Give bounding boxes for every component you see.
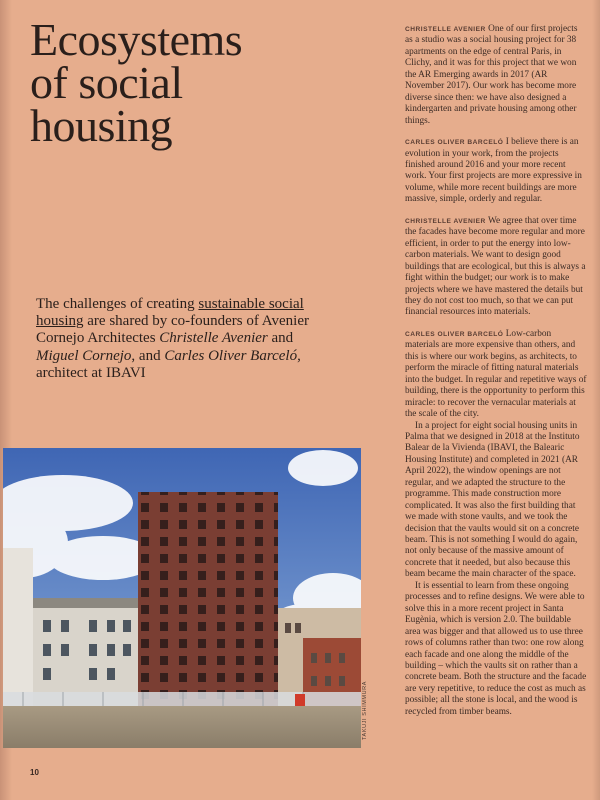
interview-paragraph bbox=[405, 216, 587, 319]
building-photo bbox=[3, 448, 361, 748]
author-name: Christelle Avenier bbox=[159, 330, 268, 347]
speaker-name: CARLES OLIVER BARCELÓ bbox=[405, 139, 504, 147]
continuation-paragraph: It is essential to learn from these ongoing processes and to refine designs. We were able to solve this in a more recent project in Santa Eugènia, which is version 2.0. The buildable area was bigger and that allowed us to use three rows of columns rather than two: one row along each facade and one along the middle of the building – which the vaults sit on rather than a concrete beam. Both the structure and the facade are very repetitive, to reduce the cost as much as possible; all the stone is local, and the wood is recycled from timber beams. bbox=[405, 580, 587, 717]
article-body-column bbox=[405, 24, 587, 718]
article-title bbox=[30, 14, 360, 151]
page-number: 10 bbox=[30, 768, 39, 777]
speaker-name: CHRISTELLE AVENIER bbox=[405, 26, 486, 33]
author-name: Miguel Cornejo bbox=[36, 347, 132, 364]
title-line: of social bbox=[30, 57, 183, 108]
continuation-paragraph: In a project for eight social housing units in Palma that we designed in 2018 at the Instituto Balear de la Vivienda (IBAVI, the Balearic Housing Institute) and completed in 2021 (AR April 2022), the window openings are not regular, and we adapted the structure to the programme. This made construction more complicated. It was also the first building that we made with stone vaults, and we took the decision that the vaults would sit on a concrete beam. This is not something I would do again, not only because of the massive amount of concrete that it needed, but also because this beam became the main character of the space. bbox=[405, 420, 580, 580]
construction-fence bbox=[3, 692, 361, 706]
interview-paragraph bbox=[405, 137, 587, 206]
speaker-name: CARLES OLIVER BARCELÓ bbox=[405, 330, 504, 338]
paragraph-text: I believe there is an evolution in your work, from the projects finished around 2016 and your more recent work. Your first projects are more expressive in volume, while more recent buildings are more massive, simple, orderly and regular. bbox=[405, 137, 582, 205]
title-line: housing bbox=[30, 100, 173, 151]
title-line: Ecosystems bbox=[30, 14, 243, 65]
paragraph-text: We agree that over time the facades have become more regular and more efficient, in order to put the energy into low-carbon materials. We want to design good buildings that are ecological, but this is always a fight within the budget; our work is to make projects where we have mastered the details but they do not cost too much, so that we can put financial resources into materials. bbox=[405, 215, 586, 318]
ground bbox=[3, 706, 361, 748]
photo-credit: TAKUJI SHIMMURA bbox=[362, 680, 368, 740]
interview-paragraph bbox=[405, 24, 587, 127]
author-name: Carles Oliver Barceló bbox=[164, 347, 298, 364]
standfirst-underlined: sustainable social housing bbox=[36, 296, 304, 330]
standfirst-text: The challenges of creating bbox=[36, 296, 195, 312]
page-edge-shadow bbox=[592, 0, 600, 800]
building-photo-illustration bbox=[3, 448, 361, 748]
speaker-name: CHRISTELLE AVENIER bbox=[405, 217, 486, 225]
paragraph-text: One of our first projects as a studio was a social housing project for 38 apartments on the edge of central Paris, in Clichy, and it was for this project that we won the AR Emerging awards in 2017 (AR November 2017). Our work has become more diverse since then: we have also designed a kindergarten and private housing among other things. bbox=[405, 24, 578, 126]
interview-paragraph bbox=[405, 329, 587, 421]
portable-toilet bbox=[295, 694, 305, 708]
standfirst-text: , and bbox=[131, 347, 165, 364]
article-standfirst bbox=[36, 296, 328, 382]
standfirst-text: are shared by co-founders of Avenier Cornejo Architectes bbox=[36, 313, 309, 347]
paragraph-text: Low-carbon materials are more expensive than others, and this is where our work begins, as architects, to perform the miracle of fitting natural materials into the budget. In regular and repetitive ways of building, there is the opportunity to perform this miracle: to recover the vernacular materials at the scale of the city. bbox=[405, 328, 587, 420]
standfirst-text: and bbox=[267, 330, 294, 347]
standfirst-text: , architect at IBAVI bbox=[36, 347, 301, 381]
